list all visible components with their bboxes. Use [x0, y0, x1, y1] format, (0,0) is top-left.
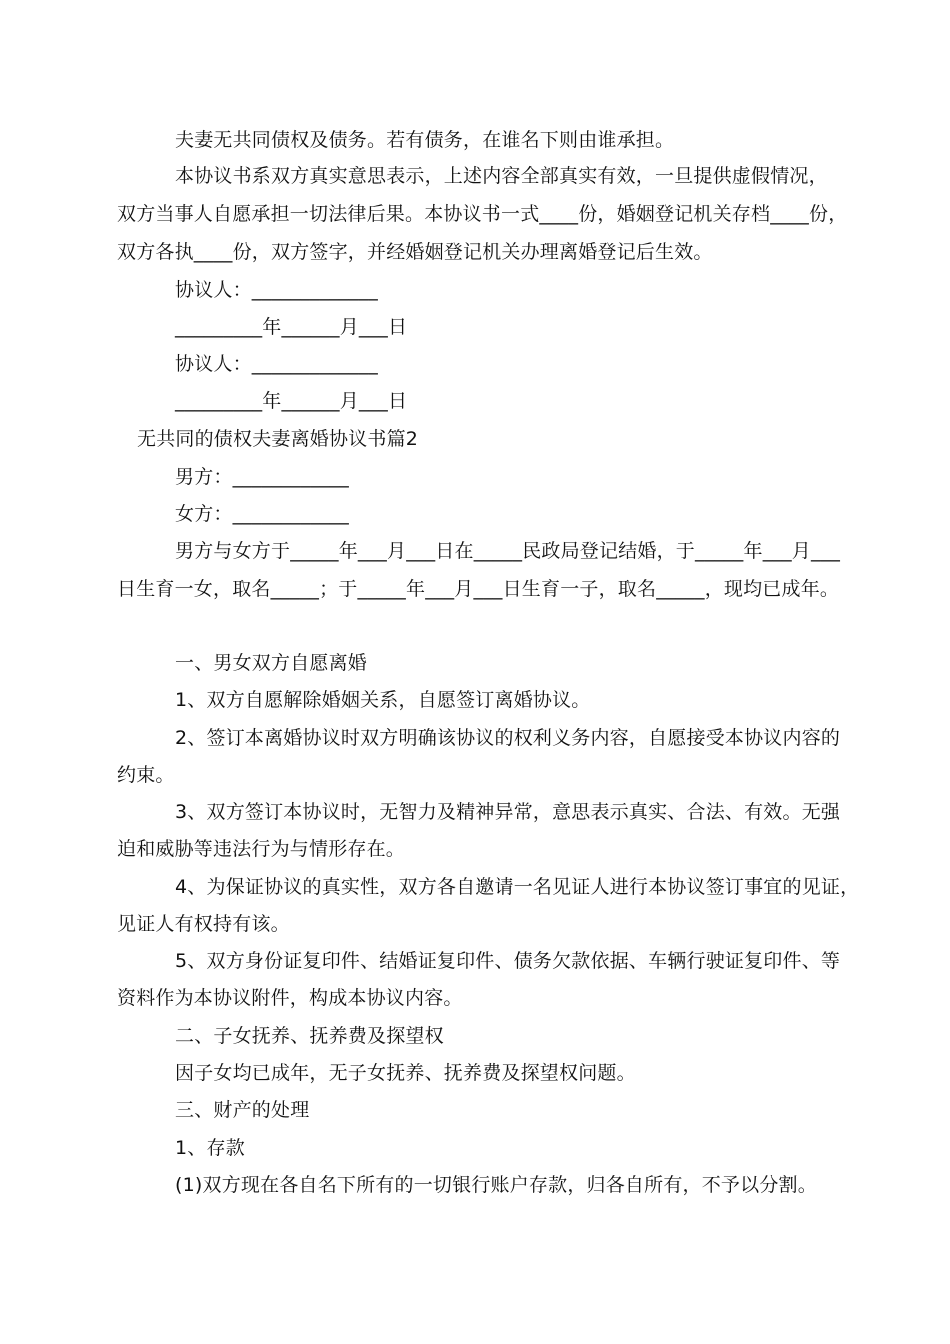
paragraph-agreement-line-1: 本协议书系双方真实意思表示，上述内容全部真实有效，一旦提供虚假情况， — [175, 165, 828, 187]
item-3-line-2: 迫和威胁等违法行为与情形存在。 — [117, 838, 406, 860]
paragraph-deposits: (1)双方现在各自名下所有的一切银行账户存款，归各自所有，不予以分割。 — [175, 1174, 817, 1196]
item-4-line-2: 见证人有权持有该。 — [117, 913, 290, 935]
item-2-line-1: 2、签订本离婚协议时双方明确该协议的权利义务内容，自愿接受本协议内容的 — [175, 727, 841, 749]
signatory-line-1: 协议人：_____________ — [175, 279, 378, 301]
paragraph-child-support: 因子女均已成年，无子女抚养、抚养费及探望权问题。 — [175, 1062, 636, 1084]
date-line-2: _________年______月___日 — [175, 390, 408, 412]
heading-child-support: 二、子女抚养、抚养费及探望权 — [175, 1025, 444, 1047]
heading-property: 三、财产的处理 — [175, 1099, 310, 1121]
date-line-1: _________年______月___日 — [175, 316, 408, 338]
item-2-line-2: 约束。 — [117, 764, 175, 786]
paragraph-debt: 夫妻无共同债权及债务。若有债务，在谁名下则由谁承担。 — [175, 129, 675, 151]
paragraph-agreement-line-3: 双方各执____份，双方签字，并经婚姻登记机关办理离婚登记后生效。 — [117, 241, 713, 263]
marriage-paragraph-line-1: 男方与女方于_____年___月___日在_____民政局登记结婚，于_____年___月___ — [175, 540, 841, 562]
item-5-line-1: 5、双方身份证复印件、结婚证复印件、债务欠款依据、车辆行驶证复印件、等 — [175, 950, 841, 972]
female-party-line: 女方：____________ — [175, 503, 350, 525]
heading-voluntary-divorce: 一、男女双方自愿离婚 — [175, 652, 368, 674]
section-title: 无共同的债权夫妻离婚协议书篇2 — [137, 428, 419, 450]
item-1: 1、双方自愿解除婚姻关系，自愿签订离婚协议。 — [175, 689, 591, 711]
item-4-line-1: 4、为保证协议的真实性，双方各自邀请一名见证人进行本协议签订事宜的见证， — [175, 876, 860, 898]
paragraph-agreement-line-2: 双方当事人自愿承担一切法律后果。本协议书一式____份，婚姻登记机关存档____份， — [117, 203, 848, 225]
male-party-line: 男方：____________ — [175, 466, 350, 488]
marriage-paragraph-line-2: 日生育一女，取名_____；于_____年___月___日生育一子，取名_____，现均已成年。 — [117, 578, 840, 600]
item-5-line-2: 资料作为本协议附件，构成本协议内容。 — [117, 987, 463, 1009]
subheading-deposits: 1、存款 — [175, 1137, 245, 1159]
signatory-line-2: 协议人：_____________ — [175, 353, 378, 375]
item-3-line-1: 3、双方签订本协议时，无智力及精神异常，意思表示真实、合法、有效。无强 — [175, 801, 841, 823]
